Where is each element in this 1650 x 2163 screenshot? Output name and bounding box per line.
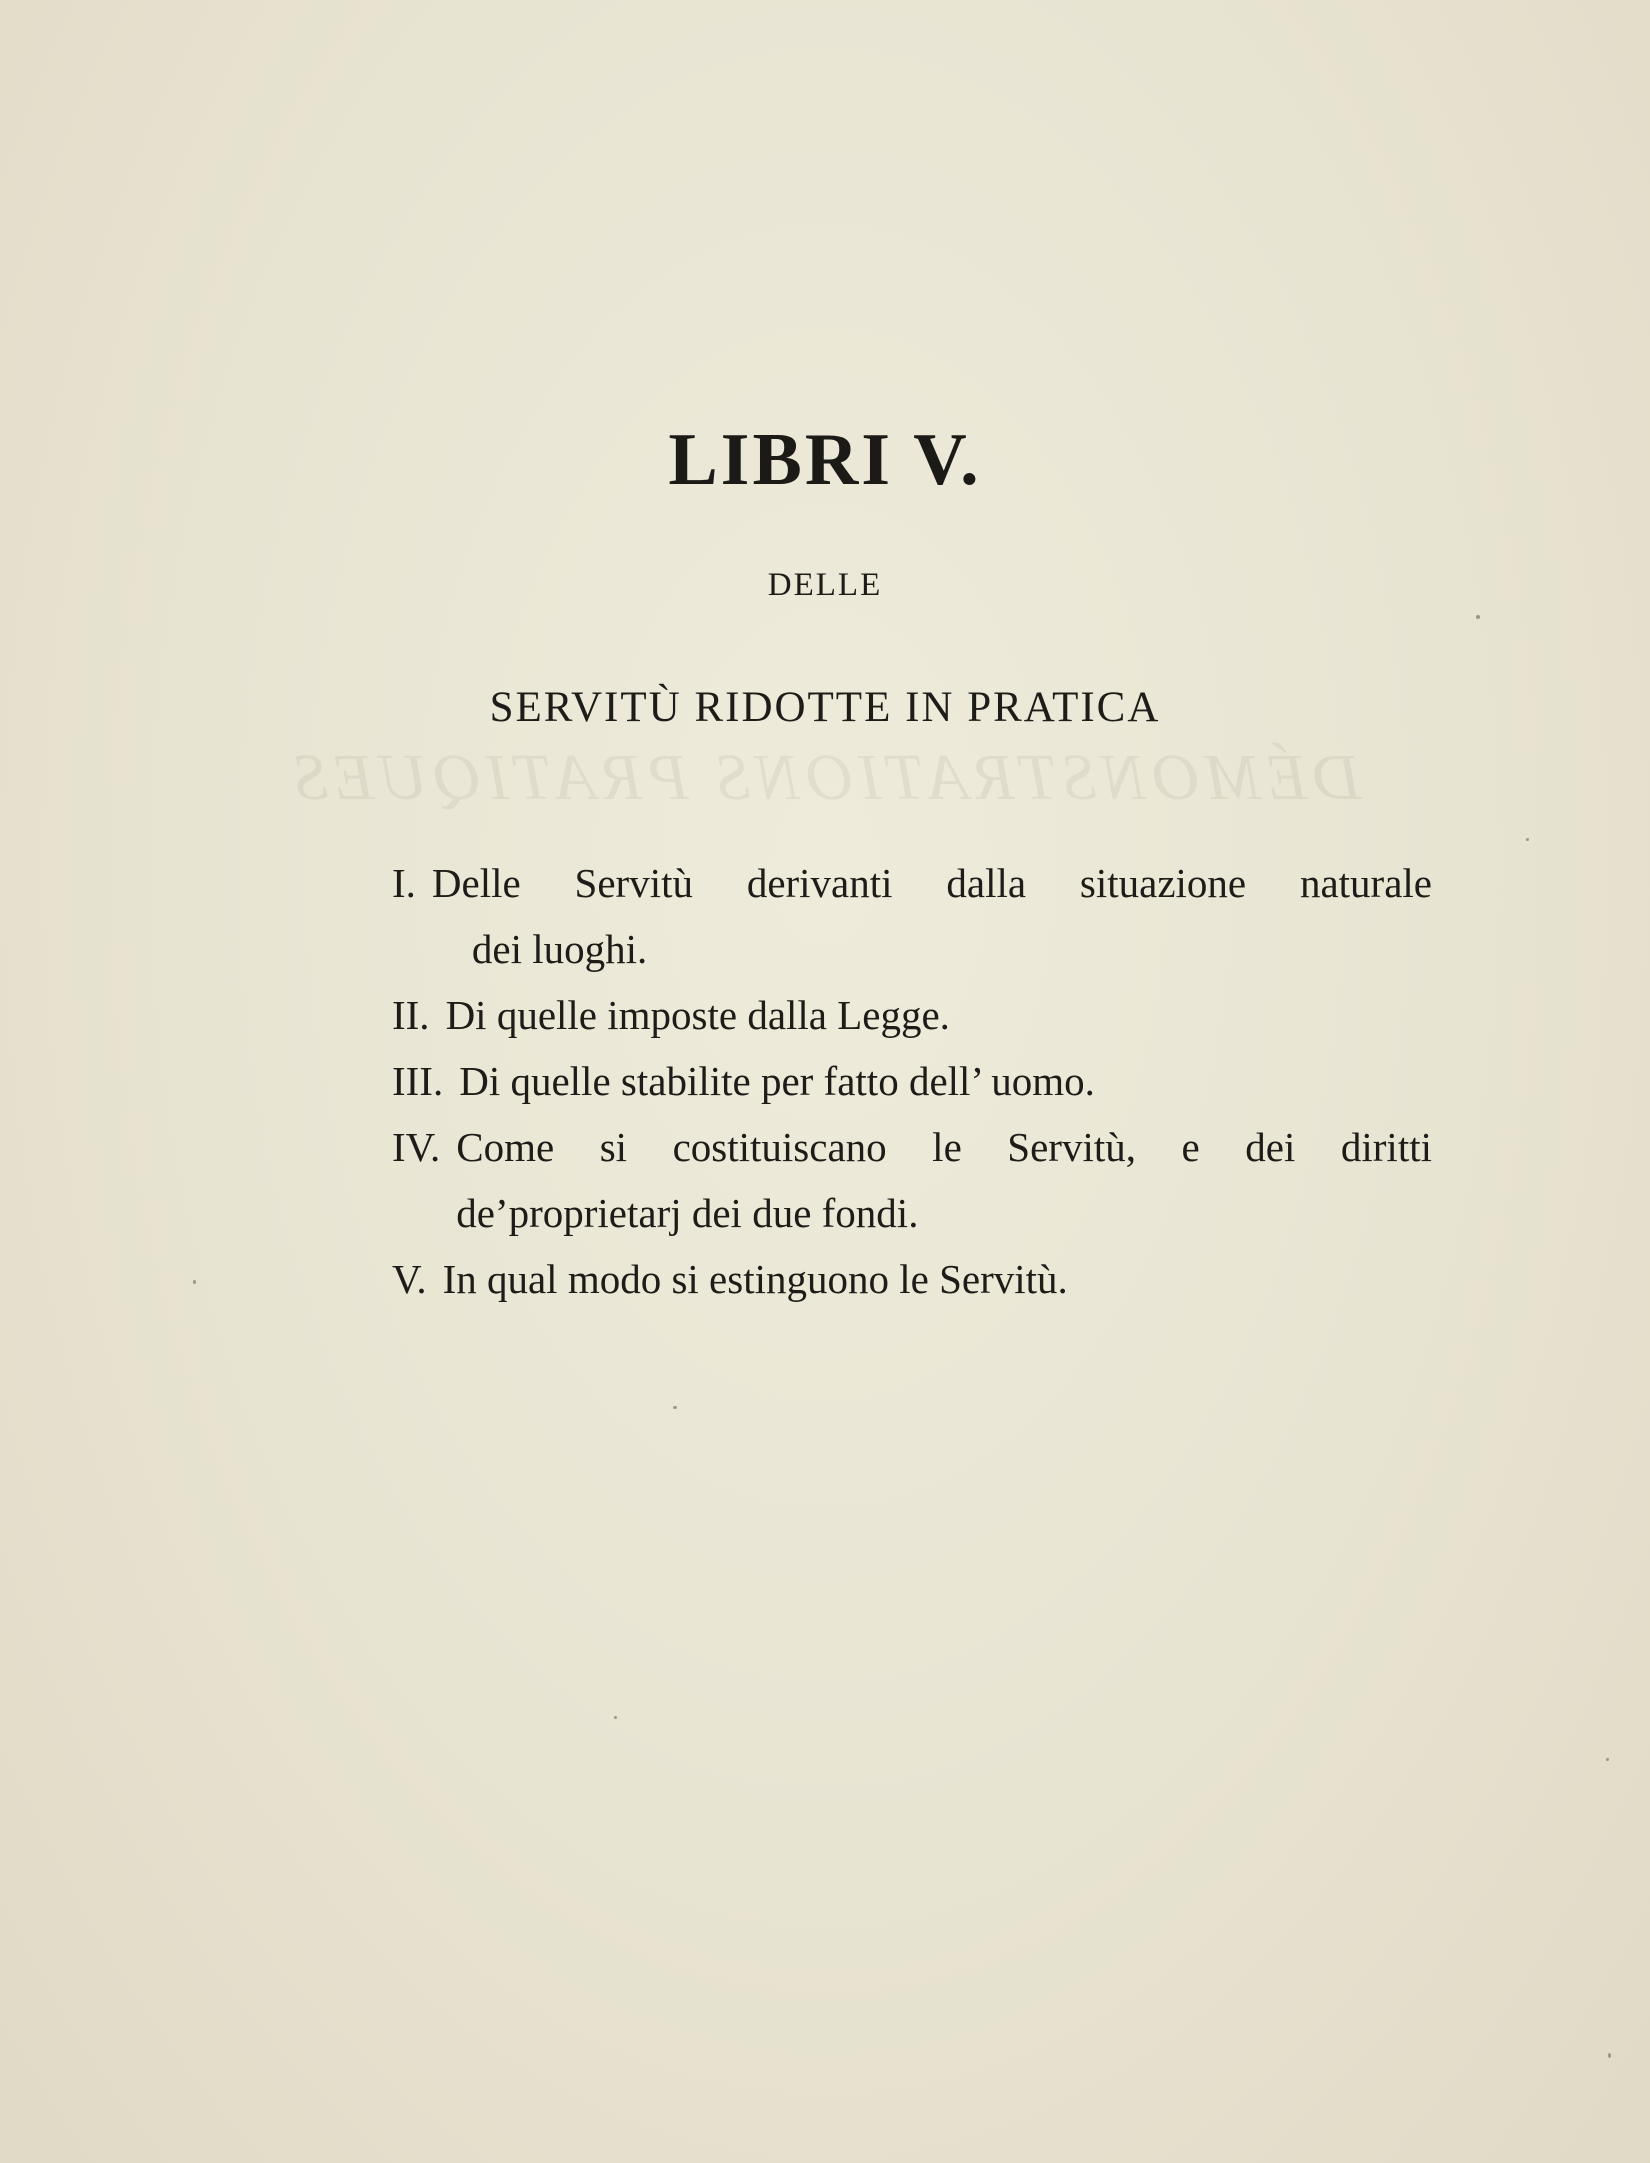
paper-speck	[1608, 2053, 1611, 2058]
table-of-contents	[392, 850, 1432, 1312]
paper-speck	[614, 1716, 617, 1719]
entry-number: IV.	[392, 1124, 441, 1170]
entry-text: Di quelle imposte dalla Legge.	[445, 992, 950, 1038]
entry-text	[432, 850, 1432, 982]
entry-line: Delle Servitù derivanti dalla situazione naturale	[431, 860, 1432, 906]
contents-entry-1	[392, 850, 1432, 982]
entry-number: V.	[392, 1256, 427, 1302]
contents-entry-5	[392, 1246, 1432, 1312]
paper-speck	[1476, 615, 1480, 619]
paper-speck	[1526, 838, 1529, 841]
entry-number: II.	[392, 992, 430, 1038]
paper-speck	[193, 1280, 196, 1284]
show-through-text: DÉMONSTRATIONS PRATIQUES	[288, 741, 1362, 814]
contents-entry-3	[392, 1048, 1432, 1114]
entry-text	[456, 1114, 1432, 1246]
entry-number: I.	[392, 860, 416, 906]
entry-line-continued: de’proprietarj dei due fondi.	[456, 1190, 919, 1236]
title-connector: DELLE	[767, 567, 883, 603]
book-title: LIBRI V.	[668, 419, 982, 501]
entry-line: Come si costituiscano le Servitù, e dei diritti	[456, 1124, 1432, 1170]
paper-speck	[673, 1406, 677, 1409]
entry-number: III.	[392, 1058, 444, 1104]
contents-entry-4	[392, 1114, 1432, 1246]
book-subtitle: SERVITÙ RIDOTTE IN PRATICA	[489, 684, 1161, 731]
paper-speck	[1606, 1758, 1609, 1761]
entry-line-continued: dei luoghi.	[471, 926, 648, 972]
contents-entry-2	[392, 982, 1432, 1048]
entry-text: Di quelle stabilite per fatto dell’ uomo.	[459, 1058, 1095, 1104]
entry-text: In qual modo si estinguono le Servitù.	[442, 1256, 1068, 1302]
